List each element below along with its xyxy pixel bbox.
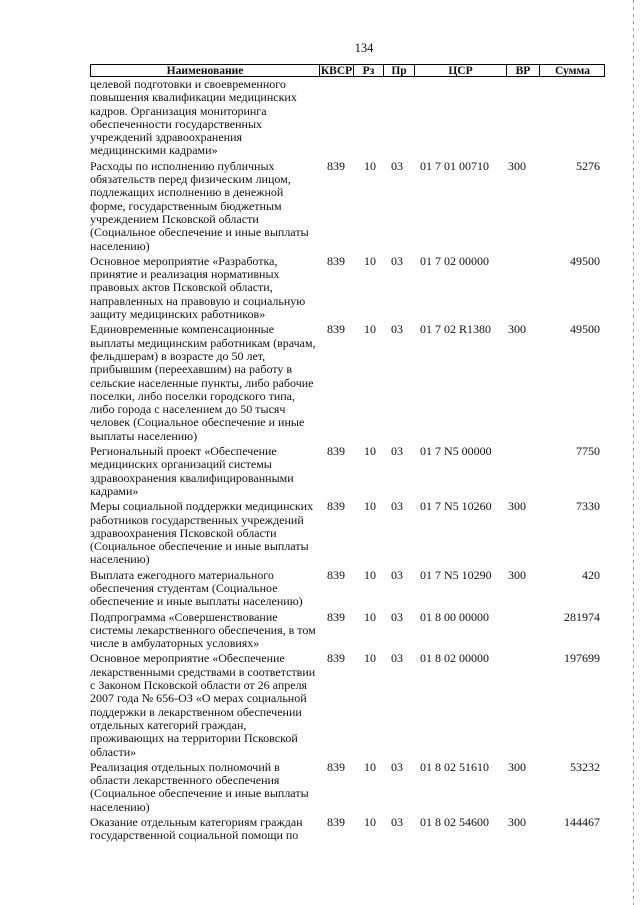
table-row [90, 652, 610, 758]
row-name: Подпрограмма «Совершенствование системы лекарственного обеспечения, в том числе в амбулаторных условиях» [90, 609, 316, 651]
row-sum: 53232 [570, 759, 600, 774]
row-pr: 03 [391, 759, 403, 774]
row-kvsr: 839 [327, 499, 345, 514]
header-pr: Пр [383, 65, 414, 77]
row-kvsr: 839 [327, 651, 345, 666]
row-csr: 01 7 N5 10260 [420, 499, 492, 514]
row-rz: 10 [364, 609, 376, 624]
row-vr: 300 [508, 322, 526, 337]
row-rz: 10 [364, 322, 376, 337]
table-body [90, 78, 610, 843]
row-pr: 03 [391, 651, 403, 666]
row-pr: 03 [391, 322, 403, 337]
row-kvsr: 839 [327, 609, 345, 624]
row-csr: 01 8 00 00000 [420, 609, 489, 624]
table-row [90, 445, 610, 498]
row-kvsr: 839 [327, 815, 345, 830]
scan-edge [633, 0, 634, 905]
row-rz: 10 [364, 759, 376, 774]
header-kvsr: КВСР [320, 65, 353, 77]
row-kvsr: 839 [327, 567, 345, 582]
row-name: Оказание отдельным категориям граждан государственной социальной помощи по [90, 815, 303, 843]
table-row [90, 569, 610, 609]
table-row [90, 500, 610, 566]
row-name: Основное мероприятие «Обеспечение лекарственными средствами в соответствии с Законом Псковской области от 26 апреля 2007 года № 656-ОЗ «О мерах социальной поддержки в лекарственном обеспечении отдельных категорий граждан, проживающих на территории Псковской области» [90, 651, 316, 759]
header-rz: Рз [353, 65, 383, 77]
row-name: целевой подготовки и своевременного повышения квалификации медицинских кадров. Организация мониторинга обеспеченности государственных учреждений здравоохранения медицинскими кадрами» [90, 77, 297, 158]
row-name: Единовременные компенсационные выплаты медицинским работникам (врачам, фельдшерам) в возрасте до 50 лет, прибывшим (переехавшим) на работу в сельские населенные пункты, либо рабочие поселки, либо поселки городского типа, либо города с населением до 50 тысяч человек (Социальное обеспечение и иные выплаты населению) [90, 322, 316, 443]
row-csr: 01 8 02 54600 [420, 815, 489, 830]
row-csr: 01 7 N5 10290 [420, 567, 492, 582]
header-vr: ВР [506, 65, 539, 77]
row-name: Меры социальной поддержки медицинских работников государственных учреждений здравоохранения Псковской области (Социальное обеспечение и иные выплаты населению) [90, 499, 314, 567]
row-pr: 03 [391, 815, 403, 830]
row-csr: 01 8 02 51610 [420, 759, 489, 774]
header-csr: ЦСР [414, 65, 506, 77]
row-pr: 03 [391, 499, 403, 514]
row-sum: 5276 [576, 158, 600, 173]
row-sum: 197699 [564, 651, 600, 666]
row-kvsr: 839 [327, 253, 345, 268]
row-rz: 10 [364, 158, 376, 173]
row-sum: 49500 [570, 322, 600, 337]
row-vr: 300 [508, 759, 526, 774]
row-sum: 281974 [564, 609, 600, 624]
row-pr: 03 [391, 158, 403, 173]
row-csr: 01 7 02 R1380 [420, 322, 492, 337]
row-vr: 300 [508, 499, 526, 514]
row-csr: 01 8 02 00000 [420, 651, 489, 666]
row-pr: 03 [391, 609, 403, 624]
table-row [90, 816, 610, 843]
row-vr: 300 [508, 158, 526, 173]
row-sum: 7330 [576, 499, 600, 514]
row-name: Региональный проект «Обеспечение медицинских организаций системы здравоохранения квалифицированными кадрами» [90, 444, 294, 498]
row-rz: 10 [364, 499, 376, 514]
row-rz: 10 [364, 651, 376, 666]
table-row [90, 761, 610, 814]
row-kvsr: 839 [327, 444, 345, 459]
row-pr: 03 [391, 444, 403, 459]
row-sum: 420 [582, 567, 600, 582]
table-row [90, 78, 610, 158]
row-vr: 300 [508, 567, 526, 582]
table-row [90, 160, 610, 253]
row-csr: 01 7 02 00000 [420, 253, 489, 268]
row-sum: 7750 [576, 444, 600, 459]
row-name: Основное мероприятие «Разработка, принятие и реализация нормативных правовых актов Псковской области, направленных на правовую и социальную защиту медицинских работников» [90, 253, 306, 322]
table-row [90, 611, 610, 651]
row-csr: 01 7 01 00710 [420, 158, 489, 173]
row-pr: 03 [391, 253, 403, 268]
row-kvsr: 839 [327, 322, 345, 337]
row-name: Реализация отдельных полномочий в области лекарственного обеспечения (Социальное обеспечение и иные выплаты населению) [90, 759, 309, 814]
header-sum: Сумма [539, 65, 605, 77]
row-kvsr: 839 [327, 759, 345, 774]
row-name: Выплата ежегодного материального обеспечения студентам (Социальное обеспечение и иные выплаты населению) [90, 567, 303, 609]
row-name: Расходы по исполнению публичных обязательств перед физическим лицом, подлежащих исполнению в денежной форме, государственным бюджетным учреждением Псковской области (Социальное обеспечение и иные выплаты населению) [90, 158, 309, 253]
row-sum: 49500 [570, 253, 600, 268]
table-row [90, 323, 610, 443]
row-csr: 01 7 N5 00000 [420, 444, 492, 459]
page-number: 134 [354, 41, 374, 55]
table-row [90, 255, 610, 321]
row-rz: 10 [364, 815, 376, 830]
row-kvsr: 839 [327, 158, 345, 173]
row-rz: 10 [364, 567, 376, 582]
row-rz: 10 [364, 253, 376, 268]
row-pr: 03 [391, 567, 403, 582]
row-sum: 144467 [564, 815, 600, 830]
header-name: Наименование [166, 65, 244, 77]
row-rz: 10 [364, 444, 376, 459]
row-vr: 300 [508, 815, 526, 830]
table-header [90, 64, 605, 77]
